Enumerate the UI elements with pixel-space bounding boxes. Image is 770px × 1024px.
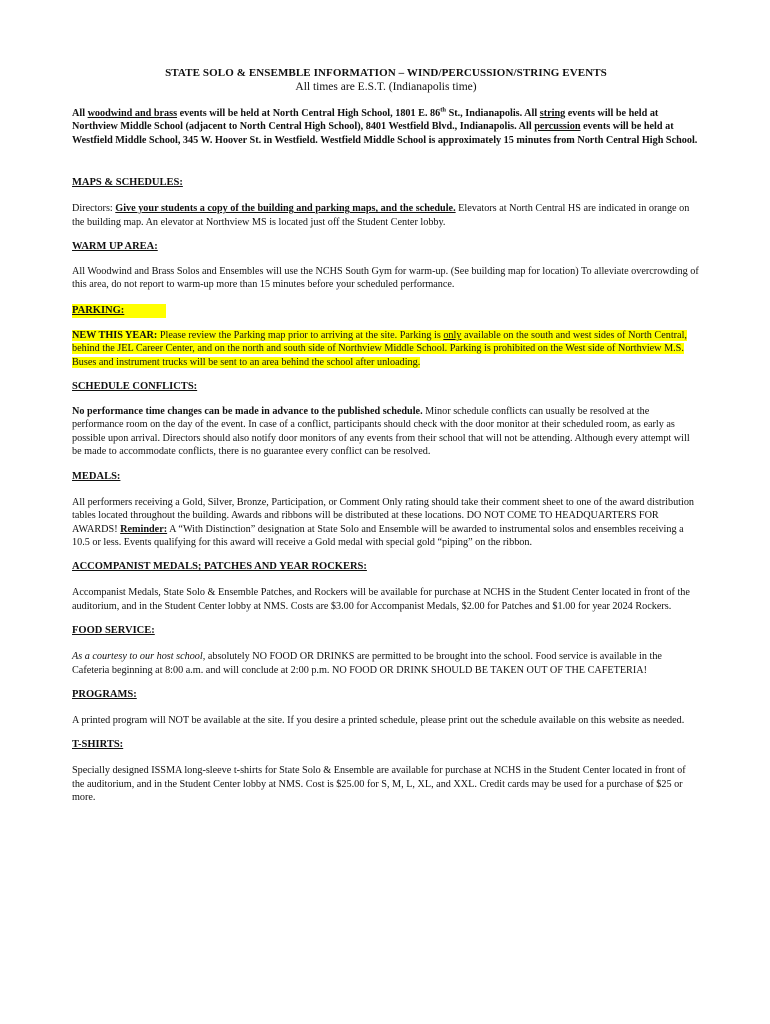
intro-text-6: events will be held at Northview Middle School (adjacent to North Central High School), 8401 Westfield Blvd., Indianapolis. All	[72, 108, 659, 133]
maps-paragraph	[72, 202, 700, 229]
intro-text-4: St., Indianapolis. All	[446, 108, 540, 119]
medals-heading: MEDALS:	[72, 470, 121, 482]
intro-percussion: percussion	[534, 121, 581, 133]
parking-only: only	[443, 329, 462, 341]
warmup-heading: WARM UP AREA:	[72, 241, 158, 253]
parking-heading-row	[72, 304, 700, 318]
intro-string: string	[539, 108, 566, 119]
parking-text-4: available on the south and west sides of North Central, behind the JEL Career Center, and on the north and south side of Northview Middle School. Parking is prohibited on the West side of Northview M.S. Buses and instrument trucks will be sent to an area behind the school after unloading.	[72, 329, 687, 368]
maps-heading: MAPS & SCHEDULES:	[72, 177, 183, 189]
tshirts-heading: T-SHIRTS:	[72, 739, 124, 751]
food-text-2: absolutely NO FOOD OR DRINKS are permitted to be brought into the school. Food service is available in the Cafeteria beginning at 8:00 a.m. and will conclude at 2:00 p.m. NO FOOD OR DRINK SHOULD BE TAKEN OUT OF THE CAFETERIA!	[72, 651, 662, 676]
intro-woodwind-brass: woodwind and brass	[87, 108, 178, 119]
intro-text-8: events will be held at Westfield Middle School, 345 W. Hoover St. in Westfield. Westfield Middle School is approximately 15 minutes from North Central High School.	[72, 121, 698, 146]
document-page	[72, 66, 700, 805]
intro-text-1: All	[72, 108, 88, 119]
medals-text-1: All performers receiving a Gold, Silver, Bronze, Participation, or Comment Only rating should take their comment sheet to one of the award distribution tables located throughout the building. Awards and ribbons will be distributed at these locations. DO NOT COME TO HEADQUARTERS FOR AWARDS!	[72, 496, 695, 535]
conflicts-text-2: Minor schedule conflicts can usually be resolved at the performance room on the day of the event. In case of a conflict, participants should check with the door monitor at their scheduled room, as early as possible upon arrival. Directors should also notify door monitors of any events from their school that will not be attending. Although every attempt will be made to accommodate conflicts, there is no guarantee every conflict can be resolved.	[72, 406, 690, 458]
intro-superscript: th	[440, 106, 447, 114]
conflicts-paragraph	[72, 405, 700, 459]
document-subtitle: All times are E.S.T. (Indianapolis time)	[295, 81, 477, 93]
food-courtesy: As a courtesy to our host school,	[72, 651, 206, 663]
medals-reminder: Reminder:	[120, 523, 168, 535]
food-heading: FOOD SERVICE:	[72, 625, 155, 637]
accompanist-heading: ACCOMPANIST MEDALS; PATCHES AND YEAR ROCKERS:	[72, 561, 367, 573]
parking-paragraph	[72, 329, 700, 369]
warmup-paragraph: All Woodwind and Brass Solos and Ensembles will use the NCHS South Gym for warm-up. (See building map for location) To alleviate overcrowding of this area, do not report to warm-up more than 15 minutes before your scheduled performance.	[72, 266, 699, 291]
tshirts-paragraph: Specially designed ISSMA long-sleeve t-shirts for State Solo & Ensemble are available for purchase at NCHS in the Student Center located in front of the auditorium, and in the Student Center lobby at NMS. Cost is $25.00 for S, M, L, XL, and XXL. Credit cards may be used for a purchase of $25 or more.	[72, 765, 686, 804]
parking-text-2: Please review the Parking map prior to arriving at the site. Parking is	[157, 329, 444, 341]
parking-heading: PARKING:	[72, 304, 166, 318]
maps-text-1: Directors:	[72, 203, 116, 215]
accompanist-paragraph: Accompanist Medals, State Solo & Ensemble Patches, and Rockers will be available for purchase at NCHS in the Student Center located in front of the auditorium, and in the Student Center lobby at NMS. Costs are $3.00 for Accompanist Medals, $2.00 for Patches and $1.00 for year 2024 Rockers.	[72, 587, 690, 612]
conflicts-bold-text: No performance time changes can be made in advance to the published schedule.	[72, 406, 423, 418]
medals-text-3: A “With Distinction” designation at State Solo and Ensemble will be awarded to instrumental solos and ensembles receiving a 10.5 or less. Events qualifying for this award will receive a Gold medal with special gold “piping” on the ribbon.	[72, 523, 684, 548]
food-paragraph	[72, 650, 700, 677]
programs-paragraph: A printed program will NOT be available at the site. If you desire a printed schedule, please print out the schedule available on this website as needed.	[72, 714, 685, 726]
conflicts-heading: SCHEDULE CONFLICTS:	[72, 381, 198, 393]
programs-heading: PROGRAMS:	[72, 688, 137, 700]
document-title: STATE SOLO & ENSEMBLE INFORMATION – WIND/PERCUSSION/STRING EVENTS	[165, 67, 607, 79]
medals-paragraph	[72, 496, 700, 550]
intro-paragraph	[72, 107, 700, 147]
maps-instruction: Give your students a copy of the building and parking maps, and the schedule.	[115, 203, 456, 215]
maps-text-3: Elevators at North Central HS are indicated in orange on the building map. An elevator at Northview MS is located just off the Student Center lobby.	[72, 203, 690, 228]
intro-text-3: events will be held at North Central High School, 1801 E. 86	[177, 108, 441, 119]
parking-new-this-year: NEW THIS YEAR:	[72, 329, 158, 341]
